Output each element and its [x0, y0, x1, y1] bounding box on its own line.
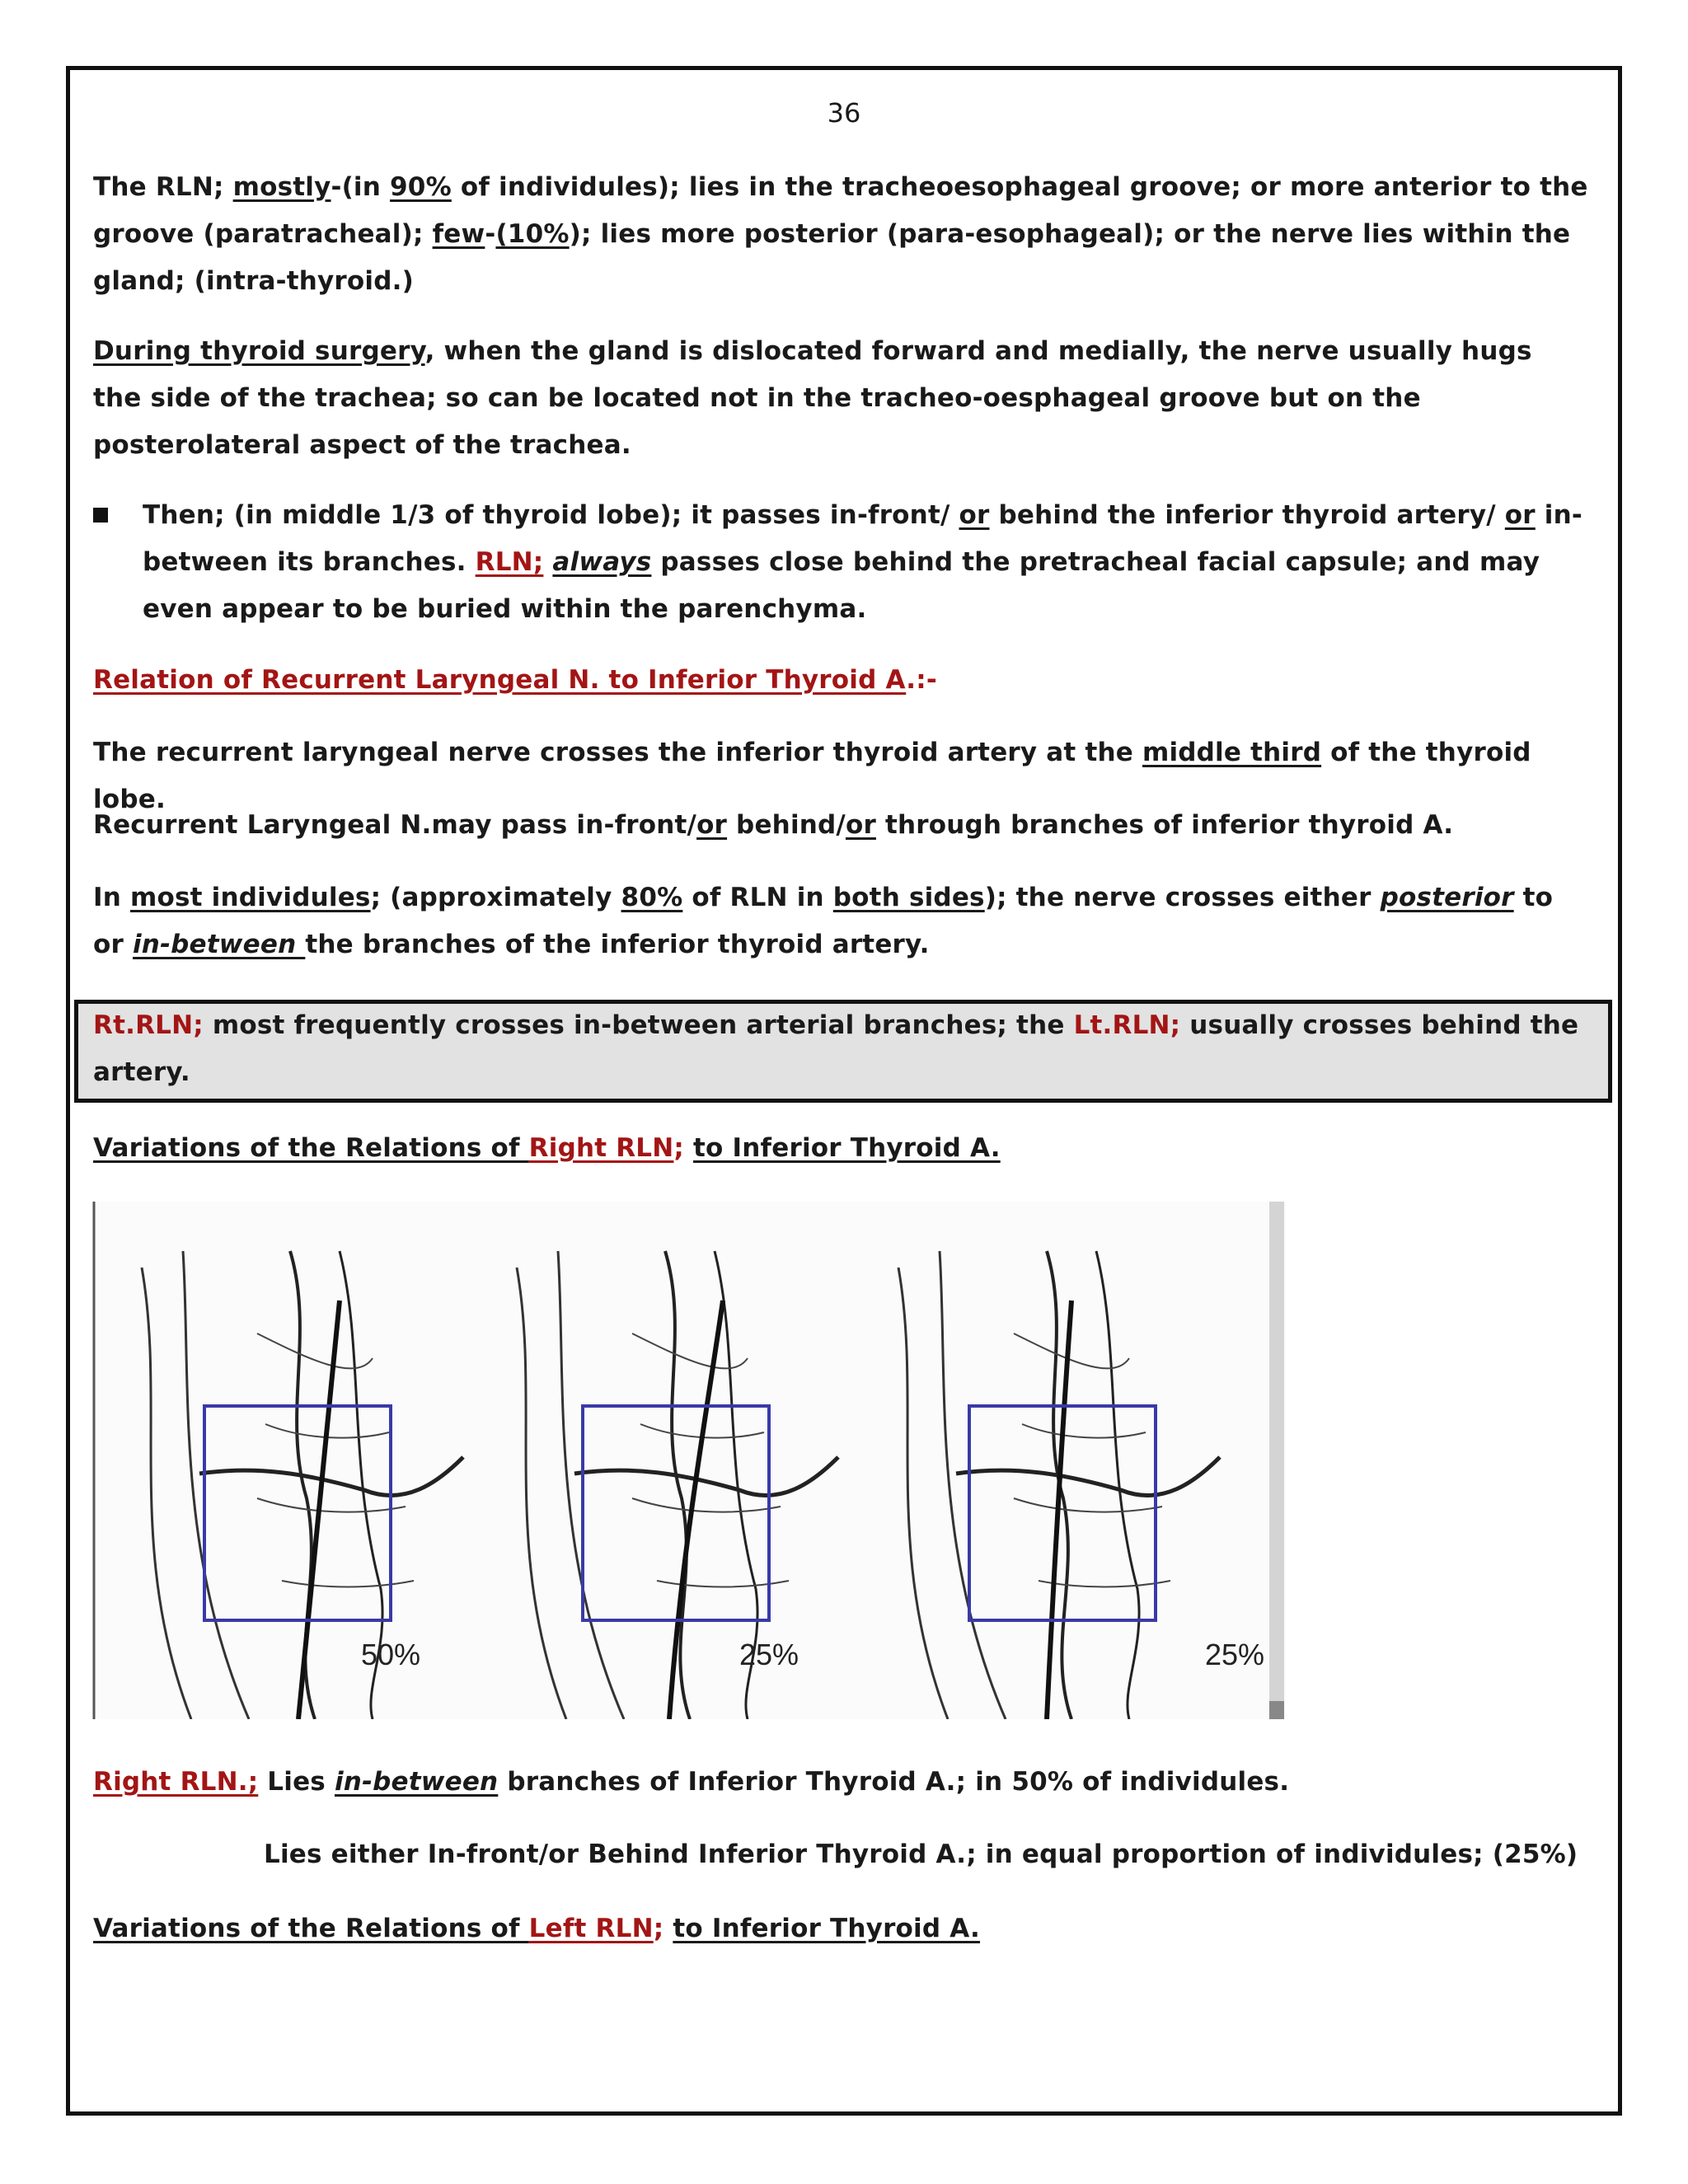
heading-text: .:- — [906, 665, 937, 695]
heading-left-rln — [93, 1905, 1589, 1952]
paragraph-middle-third — [143, 492, 1589, 633]
heading-right-rln — [93, 1125, 1589, 1172]
text-underlined: During thyroid surgery — [93, 336, 425, 366]
text — [684, 1133, 693, 1163]
paragraph-thyroid-surgery — [93, 328, 1589, 469]
text-italic-underlined: posterior — [1380, 883, 1514, 912]
heading-text: to Inferior Thyroid A. — [673, 1914, 981, 1943]
text: In — [93, 883, 130, 912]
text: the branches of the inferior thyroid artery. — [305, 930, 930, 959]
text: most frequently crosses in-between arterial branches; the — [203, 1010, 1074, 1040]
heading-text-red: Right RLN — [528, 1133, 674, 1163]
text: usually crosses behind the artery. — [93, 1010, 1579, 1087]
figure-label-50: 50% — [361, 1638, 421, 1671]
highlight-box-text — [93, 1002, 1589, 1096]
text: branches of Inferior Thyroid A.; in 50% of individules. — [498, 1767, 1290, 1797]
heading-text-red: ; — [673, 1133, 685, 1163]
paragraph-equal-proportion — [264, 1831, 1591, 1878]
panel-3 — [898, 1251, 1264, 1719]
text: Lies — [258, 1767, 335, 1797]
anatomy-figure-svg — [92, 1202, 1286, 1719]
paragraph-most-individules — [93, 874, 1589, 968]
heading-text: Variations of the Relations of — [93, 1133, 529, 1163]
text-italic-underlined: in-between — [132, 930, 306, 959]
heading-text-red: ; — [653, 1914, 664, 1943]
figure-label-25-b: 25% — [1205, 1638, 1265, 1671]
text: The recurrent laryngeal nerve crosses the inferior thyroid artery at the — [93, 738, 1142, 767]
text: through branches of inferior thyroid A. — [875, 810, 1454, 840]
text: passes close behind the pretracheal facial capsule; and may even appear to be buried within the parenchyma. — [143, 547, 1540, 624]
text: - — [485, 219, 496, 249]
anatomy-figure — [92, 1202, 1286, 1719]
text: ; (approximately — [370, 883, 621, 912]
text: Then; (in middle 1/3 of thyroid lobe); it passes in-front/ — [143, 500, 959, 530]
text-underlined: or — [959, 500, 990, 530]
text-underlined: few — [432, 219, 485, 249]
heading-text-red: Left RLN — [528, 1914, 654, 1943]
text-underlined: both sides — [832, 883, 985, 912]
text-underlined: or — [696, 810, 728, 840]
paragraph-may-pass — [93, 802, 1589, 849]
text: , when the gland is dislocated forward and medially, the nerve usually hugs the side of the trachea; so can be located not in the tracheo-oesphageal groove but on the posterolateral aspect of the trachea. — [93, 336, 1532, 460]
heading-text: to Inferior Thyroid A. — [693, 1133, 1001, 1163]
text: behind the inferior thyroid artery/ — [989, 500, 1505, 530]
text-italic-underlined: always — [552, 547, 652, 577]
text: of RLN in — [682, 883, 833, 912]
text-underlined: or — [845, 810, 876, 840]
text: -(in — [331, 172, 391, 202]
heading-text: Variations of the Relations of — [93, 1914, 529, 1943]
page-number: 36 — [827, 97, 861, 129]
text-red: Rt.RLN; — [93, 1010, 204, 1040]
text: ); lies more posterior (para-esophageal); or the nerve lies within the gland; (intra-thyroid.) — [93, 219, 1571, 296]
text-underlined: mostly — [232, 172, 331, 202]
text-red: Lt.RLN; — [1073, 1010, 1181, 1040]
text: to or — [93, 883, 1554, 959]
text-italic-underlined: in-between — [334, 1767, 499, 1797]
text-red-underlined: RLN; — [475, 547, 544, 577]
text: ); the nerve crosses either — [984, 883, 1381, 912]
text: of the thyroid lobe. — [93, 738, 1531, 814]
text: Recurrent Laryngeal N.may pass in-front/ — [93, 810, 697, 840]
heading-relation — [93, 657, 1589, 704]
text-underlined: middle third — [1142, 738, 1322, 767]
text: in-between its branches. — [143, 500, 1582, 577]
panel-1 — [142, 1251, 463, 1719]
text: Lies either In-front/or Behind Inferior Thyroid A.; in equal proportion of individules; (25%) — [264, 1840, 1578, 1869]
text-underlined: (10% — [495, 219, 570, 249]
bullet-square-icon — [93, 508, 108, 523]
text-underlined: most individules — [130, 883, 371, 912]
text — [663, 1914, 673, 1943]
text — [543, 547, 552, 577]
text-underlined: or — [1504, 500, 1536, 530]
paragraph-rln-location — [93, 164, 1589, 305]
text: of individules); lies in the tracheoesophageal groove; or more anterior to the groove (paratracheal); — [93, 172, 1588, 249]
text-red-underlined: Right RLN.; — [93, 1767, 259, 1797]
figure-label-25-a: 25% — [739, 1638, 799, 1671]
text-underlined: 90% — [390, 172, 452, 202]
paragraph-right-rln — [93, 1759, 1589, 1806]
text: behind/ — [727, 810, 846, 840]
heading-text: Relation of Recurrent Laryngeal N. to Inferior Thyroid A — [93, 665, 907, 695]
panel-2 — [517, 1251, 838, 1719]
text-underlined: 80% — [621, 883, 683, 912]
text: The RLN; — [93, 172, 233, 202]
